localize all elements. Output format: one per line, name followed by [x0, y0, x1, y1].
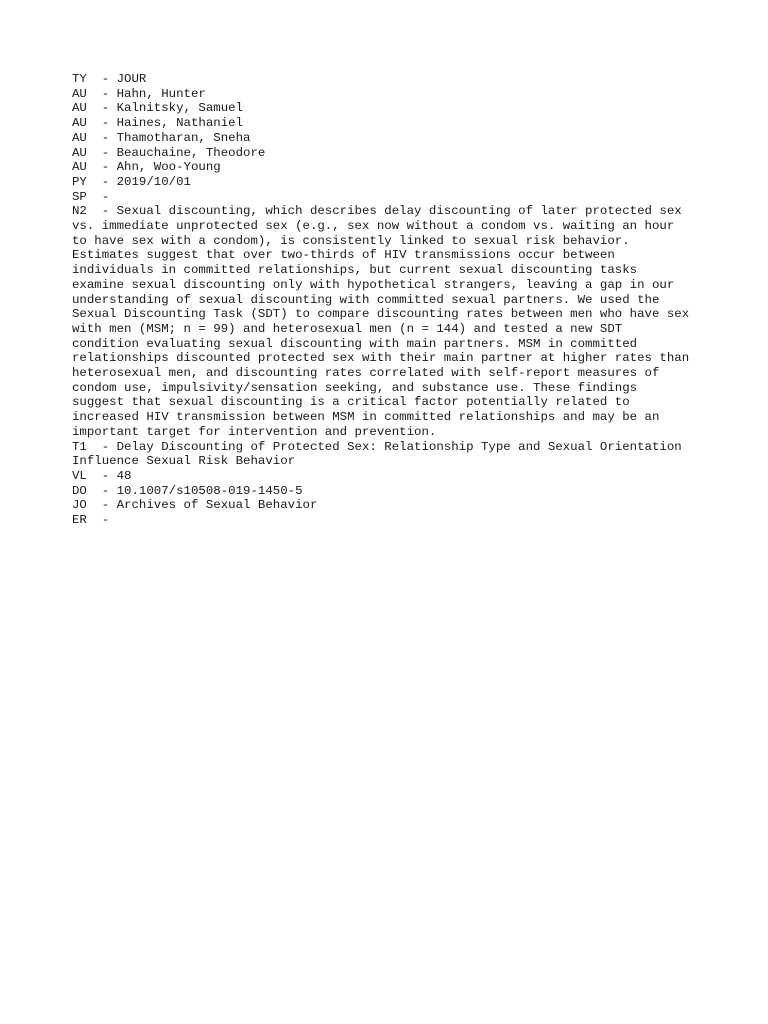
ris-abstract-line: suggest that sexual discounting is a critical factor potentially related to: [72, 395, 630, 410]
ris-title: [72, 440, 712, 469]
ris-author-line: AU - Kalnitsky, Samuel: [72, 101, 244, 116]
ris-author-line: AU - Ahn, Woo-Young: [72, 160, 221, 175]
ris-abstract-line: heterosexual men, and discounting rates correlated with self-report measures of: [72, 366, 660, 381]
ris-journal-line: JO - Archives of Sexual Behavior: [72, 498, 318, 513]
ris-year-line: PY - 2019/10/01: [72, 174, 191, 189]
ris-title-line: Influence Sexual Risk Behavior: [72, 454, 296, 469]
ris-title-line: T1 - Delay Discounting of Protected Sex: Relationship Type and Sexual Orientation: [72, 439, 682, 454]
ris-abstract-line: increased HIV transmission between MSM in committed relationships and may be an: [72, 410, 660, 425]
ris-author-line: AU - Hahn, Hunter: [72, 86, 206, 101]
ris-start-page-line: SP -: [72, 189, 117, 204]
ris-abstract-line: important target for intervention and prevention.: [72, 424, 437, 439]
ris-abstract-line: N2 - Sexual discounting, which describes delay discounting of later protected sex: [72, 204, 682, 219]
ris-abstract-line: condition evaluating sexual discounting with main partners. MSM in committed: [72, 336, 638, 351]
ris-author-line: AU - Haines, Nathaniel: [72, 116, 244, 131]
ris-abstract-line: Sexual Discounting Task (SDT) to compare discounting rates between men who have sex: [72, 307, 690, 322]
ris-abstract-line: vs. immediate unprotected sex (e.g., sex now without a condom vs. waiting an hour: [72, 219, 675, 234]
ris-abstract: [72, 204, 712, 439]
ris-volume-line: VL - 48: [72, 468, 132, 483]
ris-type-line: TY - JOUR: [72, 72, 147, 86]
ris-abstract-line: examine sexual discounting only with hypothetical strangers, leaving a gap in our: [72, 277, 675, 292]
ris-abstract-line: to have sex with a condom), is consistently linked to sexual risk behavior.: [72, 233, 630, 248]
ris-abstract-line: individuals in committed relationships, but current sexual discounting tasks: [72, 263, 638, 278]
ris-doi-line: DO - 10.1007/s10508-019-1450-5: [72, 483, 303, 498]
ris-author-line: AU - Thamotharan, Sneha: [72, 130, 251, 145]
ris-end-record-line: ER -: [72, 513, 117, 528]
ris-abstract-line: condom use, impulsivity/sensation seeking, and substance use. These findings: [72, 380, 638, 395]
ris-abstract-line: Estimates suggest that over two-thirds of HIV transmissions occur between: [72, 248, 615, 263]
ris-abstract-line: relationships discounted protected sex with their main partner at higher rates than: [72, 351, 690, 366]
ris-abstract-line: with men (MSM; n = 99) and heterosexual men (n = 144) and tested a new SDT: [72, 321, 623, 336]
ris-author-line: AU - Beauchaine, Theodore: [72, 145, 266, 160]
ris-citation-document: [72, 72, 712, 528]
ris-abstract-line: understanding of sexual discounting with committed sexual partners. We used the: [72, 292, 660, 307]
